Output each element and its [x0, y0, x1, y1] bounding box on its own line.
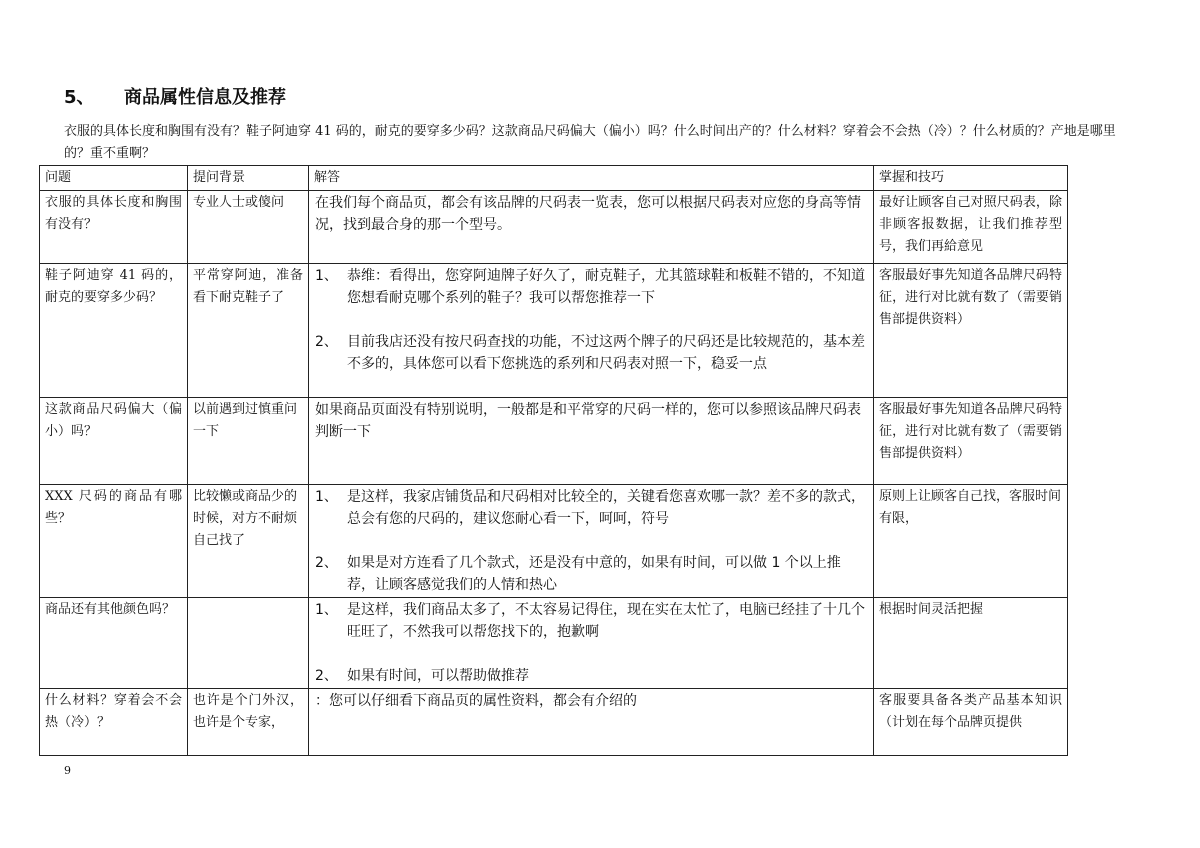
answer-item [315, 265, 867, 309]
question-cell: 这款商品尺码偏大（偏小）吗？ [40, 398, 188, 485]
header-tips: 掌握和技巧 [874, 166, 1068, 191]
answer-item-text: 是这样，我们商品太多了，不太容易记得住，现在实在太忙了，电脑已经挂了十几个旺旺了，不然我可以帮您找下的，抱歉啊 [347, 602, 865, 640]
background-cell: 也许是个门外汉，也许是个专家， [188, 689, 309, 756]
answer-item [315, 599, 867, 643]
answer-item-number: 2、 [315, 668, 338, 684]
answer-cell [309, 485, 874, 598]
answer-item [315, 665, 867, 687]
answer-item-number: 2、 [315, 555, 338, 571]
background-cell: 以前遇到过慎重问一下 [188, 398, 309, 485]
table-row [40, 264, 1068, 398]
background-cell: 比较懒或商品少的时候，对方不耐烦自己找了 [188, 485, 309, 598]
answer-item [315, 486, 867, 530]
answer-item-number: 2、 [315, 334, 338, 350]
answer-cell: ：您可以仔细看下商品页的属性资料，都会有介绍的 [309, 689, 874, 756]
answer-cell [309, 264, 874, 398]
answer-item-number: 1、 [315, 602, 338, 618]
tips-cell: 最好让顾客自己对照尺码表，除非顾客报数据，让我们推荐型号，我们再給意见 [874, 191, 1068, 264]
answer-item-text: 如果是对方连看了几个款式，还是没有中意的，如果有时间，可以做 1 个以上推荐，让顾客感觉我们的人情和热心 [347, 555, 841, 593]
section-title: 商品属性信息及推荐 [124, 87, 286, 108]
answer-item-text: 是这样，我家店铺货品和尺码相对比较全的，关键看您喜欢哪一款？差不多的款式，总会有您的尺码的，建议您耐心看一下，呵呵，符号 [347, 489, 865, 527]
table-row [40, 689, 1068, 756]
header-answer: 解答 [309, 166, 874, 191]
tips-cell: 客服最好事先知道各品牌尺码特征，进行对比就有数了（需要销售部提供资料） [874, 398, 1068, 485]
answer-item-number: 1、 [315, 268, 338, 284]
page-number: 9 [64, 764, 71, 777]
tips-cell: 客服要具备各类产品基本知识（计划在每个品牌页提供 [874, 689, 1068, 756]
answer-item-text: 恭维：看得出，您穿阿迪牌子好久了，耐克鞋子，尤其篮球鞋和板鞋不错的，不知道您想看耐克哪个系列的鞋子？我可以帮您推荐一下 [347, 268, 865, 306]
answer-cell [309, 598, 874, 689]
answer-item [315, 552, 867, 596]
answer-item-text: 如果有时间，可以帮助做推荐 [347, 668, 529, 684]
table-row [40, 598, 1068, 689]
tips-cell: 客服最好事先知道各品牌尺码特征，进行对比就有数了（需要销售部提供资料） [874, 264, 1068, 398]
tips-cell: 原则上让顾客自己找，客服时间有限， [874, 485, 1068, 598]
answer-item-text: 目前我店还没有按尺码查找的功能，不过这两个牌子的尺码还是比较规范的，基本差不多的，具体您可以看下您挑选的系列和尺码表对照一下，稳妥一点 [347, 334, 865, 372]
question-cell: XXX 尺码的商品有哪些？ [40, 485, 188, 598]
table-row [40, 485, 1068, 598]
table-header-row [40, 166, 1068, 191]
background-cell: 专业人士或傻问 [188, 191, 309, 264]
tips-cell: 根据时间灵活把握 [874, 598, 1068, 689]
answer-cell: 如果商品页面没有特别说明，一般都是和平常穿的尺码一样的，您可以参照该品牌尺码表判断一下 [309, 398, 874, 485]
header-background: 提问背景 [188, 166, 309, 191]
section-heading [64, 86, 286, 110]
header-question: 问题 [40, 166, 188, 191]
answer-item [315, 331, 867, 375]
question-cell: 鞋子阿迪穿 41 码的，耐克的要穿多少码？ [40, 264, 188, 398]
answer-cell: 在我们每个商品页，都会有该品牌的尺码表一览表，您可以根据尺码表对应您的身高等情况，找到最合身的那一个型号。 [309, 191, 874, 264]
question-cell: 什么材料？穿着会不会热（冷）？ [40, 689, 188, 756]
answer-item-number: 1、 [315, 489, 338, 505]
question-cell: 商品还有其他颜色吗？ [40, 598, 188, 689]
intro-paragraph: 衣服的具体长度和胸围有没有？鞋子阿迪穿 41 码的，耐克的要穿多少码？这款商品尺码偏大（偏小）吗？什么时间出产的？什么材料？穿着会不会热（冷）？什么材质的？产地是哪里的？重不重啊？ [64, 124, 1116, 161]
table-row [40, 398, 1068, 485]
background-cell [188, 598, 309, 689]
background-cell: 平常穿阿迪，准备看下耐克鞋子了 [188, 264, 309, 398]
faq-table [39, 165, 1068, 756]
table-row [40, 191, 1068, 264]
section-number: 5、 [64, 87, 95, 108]
question-cell: 衣服的具体长度和胸围有没有？ [40, 191, 188, 264]
